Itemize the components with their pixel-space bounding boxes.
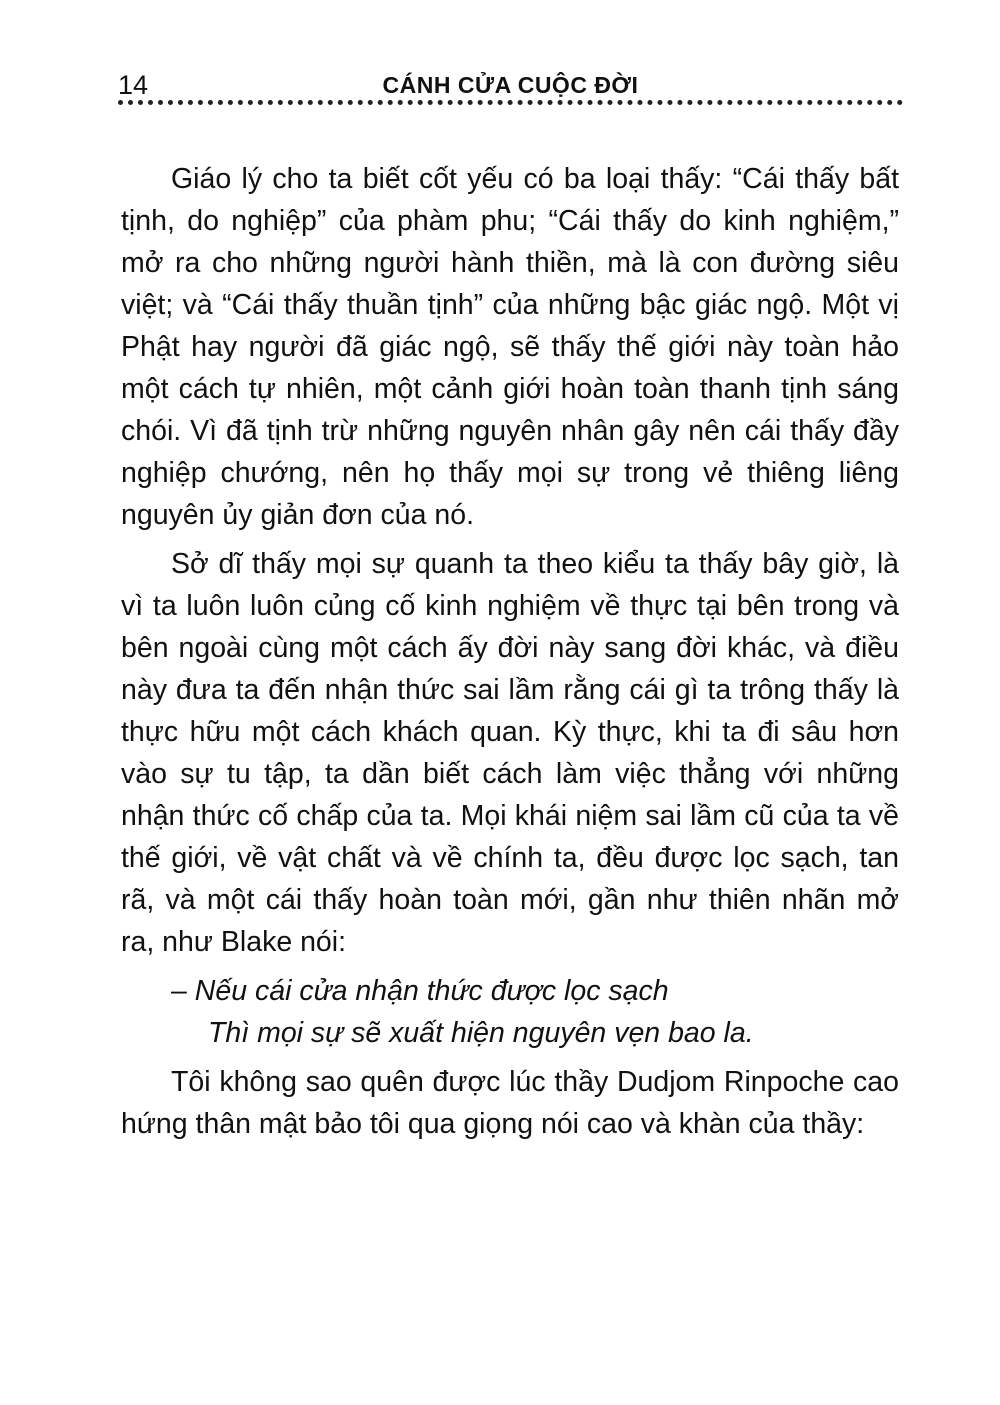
paragraph-1: Giáo lý cho ta biết cốt yếu có ba loại thấy: “Cái thấy bất tịnh, do nghiệp” của phàm phu; “Cái thấy do kinh nghiệm,” mở ra cho những người hành thiền, mà là con đường siêu việt; và “Cái thấy thuần tịnh” của những bậc giác ngộ. Một vị Phật hay người đã giác ngộ, sẽ thấy thế giới này toàn hảo một cách tự nhiên, một cảnh giới hoàn toàn thanh tịnh sáng chói. Vì đã tịnh trừ những nguyên nhân gây nên cái thấy đầy nghiệp chướng, nên họ thấy mọi sự trong vẻ thiêng liêng nguyên ủy giản đơn của nó. <box>121 163 899 531</box>
paragraph-3: Tôi không sao quên được lúc thầy Dudjom Rinpoche cao hứng thân mật bảo tôi qua giọng nói cao và khàn của thầy: <box>121 1066 899 1140</box>
page-number: 14 <box>118 70 149 100</box>
quote-line-1: – Nếu cái cửa nhận thức được lọc sạch <box>171 975 669 1007</box>
paragraph-2: Sở dĩ thấy mọi sự quanh ta theo kiểu ta thấy bây giờ, là vì ta luôn luôn củng cố kinh nghiệm về thực tại bên trong và bên ngoài cùng một cách ấy đời này sang đời khác, và điều này đưa ta đến nhận thức sai lầm rằng cái gì ta trông thấy là thực hữu một cách khách quan. Kỳ thực, khi ta đi sâu hơn vào sự tu tập, ta dần biết cách làm việc thẳng với những nhận thức cố chấp của ta. Mọi khái niệm sai lầm cũ của ta về thế giới, về vật chất và về chính ta, đều được lọc sạch, tan rã, và một cái thấy hoàn toàn mới, gần như thiên nhãn mở ra, như Blake nói: <box>121 548 899 958</box>
quote-line-2: Thì mọi sự sẽ xuất hiện nguyên vẹn bao la. <box>208 1017 754 1049</box>
header-dotted-rule <box>118 100 903 105</box>
blake-quote <box>121 970 899 1054</box>
body-text <box>121 158 899 1152</box>
running-title: CÁNH CỬA CUỘC ĐỜI <box>382 72 639 98</box>
